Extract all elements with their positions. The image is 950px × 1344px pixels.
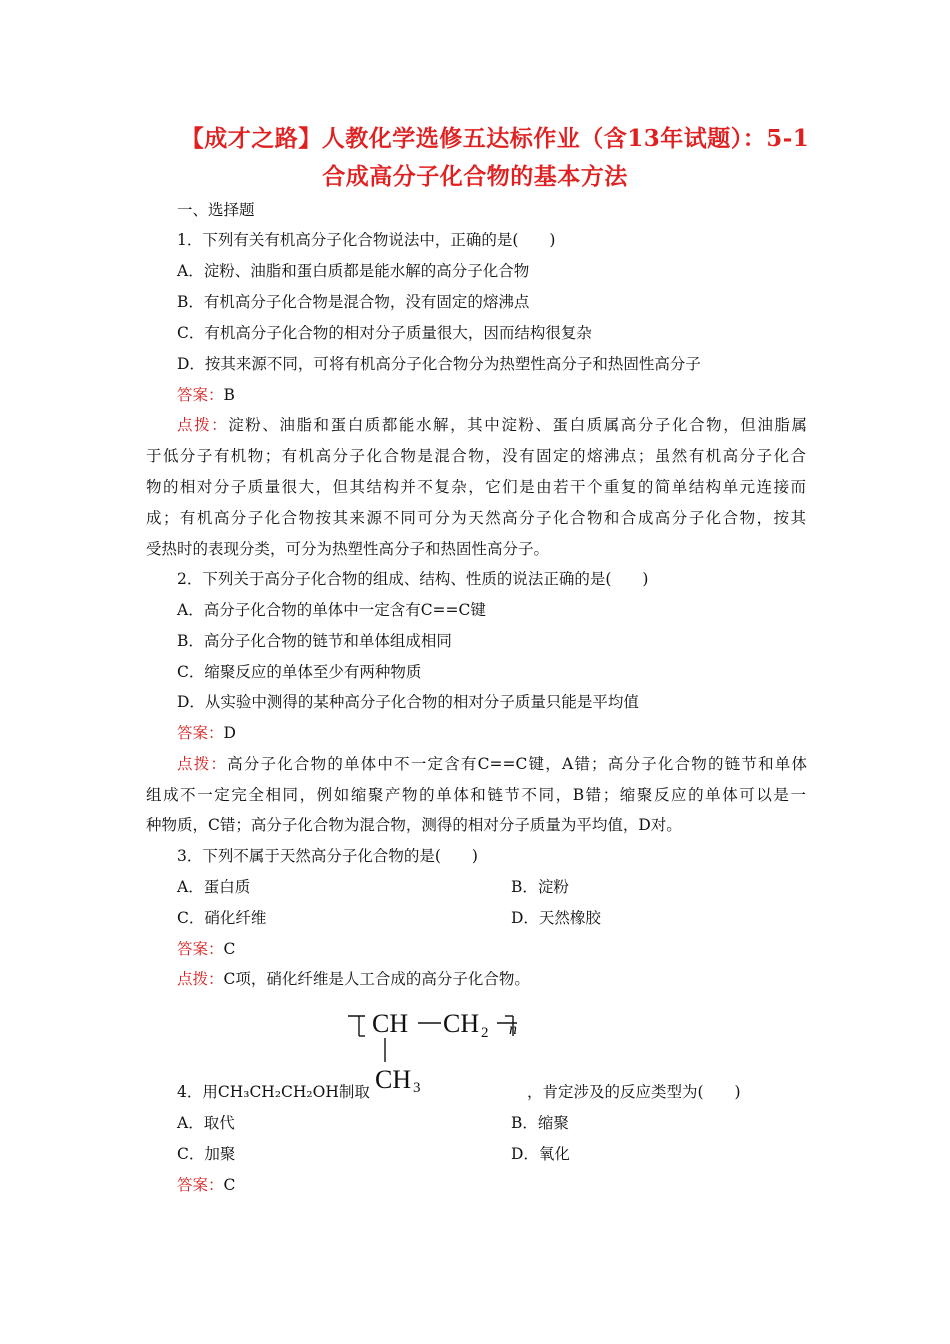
option-d: D．天然橡胶 — [511, 909, 601, 927]
option-c: C．缩聚反应的单体至少有两种物质 — [177, 663, 422, 681]
question-stem: 1．下列有关有机高分子化合物说法中，正确的是( ) — [177, 231, 556, 249]
answer-label: 答案： — [177, 724, 224, 742]
hint-line: 点拨：高分子化合物的单体中不一定含有C==C键，A错；高分子化合物的链节和单体 — [177, 755, 807, 773]
answer-label: 答案： — [177, 940, 224, 958]
hint-line: 组成不一定完全相同，例如缩聚产物的单体和链节不同，B错；缩聚反应的单体可以是一 — [146, 786, 806, 804]
formula-subscript-2: 2 — [481, 1025, 489, 1041]
formula-n: n — [509, 1021, 517, 1038]
answer — [177, 385, 235, 405]
answer-value: C — [223, 1176, 236, 1194]
answer-label: 答案： — [177, 386, 224, 404]
hint-line: 于低分子有机物；有机高分子化合物是混合物，没有固定的熔沸点；虽然有机高分子化合 — [146, 447, 806, 465]
option-a: A．高分子化合物的单体中一定含有C==C键 — [177, 601, 486, 619]
answer-value: D — [223, 724, 236, 742]
hint-line: 点拨：淀粉、油脂和蛋白质都能水解，其中淀粉、蛋白质属高分子化合物，但油脂属 — [177, 416, 807, 434]
hint-label: 点拨： — [177, 416, 229, 434]
question-stem: 3．下列不属于天然高分子化合物的是( ) — [177, 847, 478, 865]
hint-line: 种物质，C错；高分子化合物为混合物，测得的相对分子质量为平均值，D对。 — [146, 816, 682, 834]
answer-value: C — [223, 940, 236, 958]
hint-label: 点拨： — [177, 755, 228, 773]
title-line-1: 【成才之路】人教化学选修五达标作业（含13年试题）：5-1 — [180, 125, 810, 152]
hint-line: 点拨：C项，硝化纤维是人工合成的高分子化合物。 — [177, 970, 530, 988]
question-stem: 2．下列关于高分子化合物的组成、结构、性质的说法正确的是( ) — [177, 570, 649, 588]
section-heading: 一、选择题 — [177, 201, 255, 219]
polypropylene-structural-formula — [345, 1004, 535, 1094]
option-b: B．高分子化合物的链节和单体组成相同 — [177, 632, 452, 650]
title-line-2: 合成高分子化合物的基本方法 — [322, 163, 628, 190]
option-b: B．淀粉 — [511, 878, 569, 896]
answer — [177, 939, 235, 959]
option-c: C．加聚 — [177, 1145, 236, 1163]
option-b: B．有机高分子化合物是混合物，没有固定的熔沸点 — [177, 293, 530, 311]
answer — [177, 1175, 235, 1195]
option-a: A．淀粉、油脂和蛋白质都是能水解的高分子化合物 — [177, 262, 530, 280]
option-d: D．氧化 — [511, 1145, 570, 1163]
option-c: C．硝化纤维 — [177, 909, 267, 927]
hint-label: 点拨： — [177, 970, 224, 988]
answer — [177, 723, 236, 743]
hint-line: 物的相对分子质量很大，但其结构并不复杂，它们是由若干个重复的简单结构单元连接而 — [146, 478, 806, 496]
option-a: A．蛋白质 — [177, 878, 251, 896]
option-a: A．取代 — [177, 1114, 235, 1132]
formula-ch2: CH — [443, 1009, 480, 1038]
question-stem-before: 4．用CH₃CH₂CH₂OH制取 — [177, 1083, 370, 1101]
answer-label: 答案： — [177, 1176, 224, 1194]
option-d: D．从实验中测得的某种高分子化合物的相对分子质量只能是平均值 — [177, 693, 639, 711]
formula-ch3: CH — [375, 1065, 412, 1094]
option-b: B．缩聚 — [511, 1114, 569, 1132]
option-c: C．有机高分子化合物的相对分子质量很大，因而结构很复杂 — [177, 324, 592, 342]
question-stem-after: ，肯定涉及的反应类型为( ) — [527, 1083, 741, 1101]
hint-line: 成；有机高分子化合物按其来源不同可分为天然高分子化合物和合成高分子化合物，按其 — [146, 509, 806, 527]
answer-value: B — [223, 386, 235, 404]
formula-subscript-3: 3 — [413, 1080, 421, 1094]
option-d: D．按其来源不同，可将有机高分子化合物分为热塑性高分子和热固性高分子 — [177, 355, 701, 373]
formula-ch: CH — [372, 1009, 409, 1038]
hint-line: 受热时的表现分类，可分为热塑性高分子和热固性高分子。 — [146, 540, 550, 558]
